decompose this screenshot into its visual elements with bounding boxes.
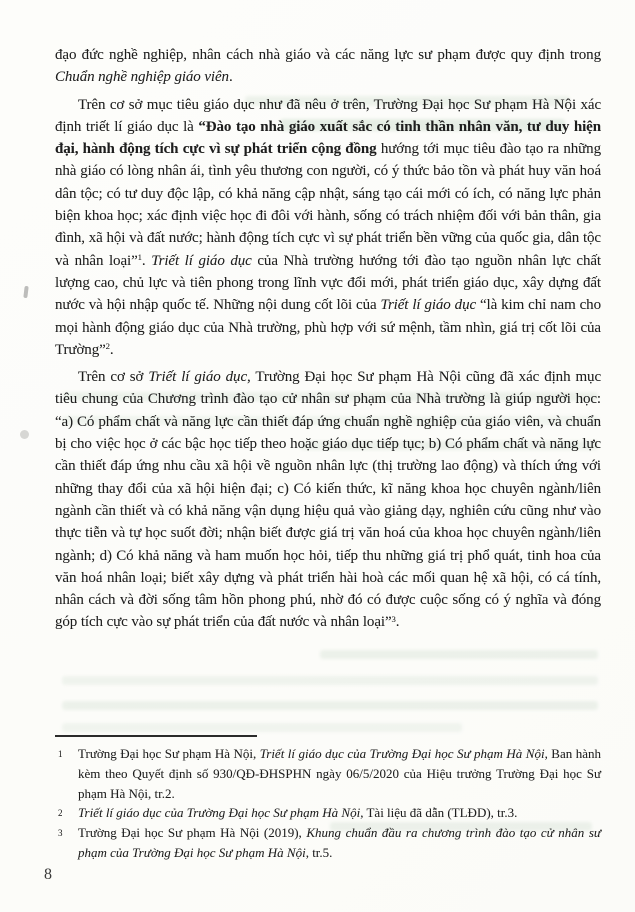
paragraph-program-objectives: Trên cơ sở Triết lí giáo dục, Trường Đại học Sư phạm Hà Nội cũng đã xác định mục tiêu chung của Chương trình đào tạo cử nhân sư phạm của Nhà trường là giúp người học: “a) Có phẩm chất và năng lực cần thiết đáp ứng chuẩn nghề nghiệp của giáo viên, và chuẩn bị cho việc học ở các bậc học tiếp theo hoặc giáo dục tiếp tục; b) Có phẩm chất và năng lực cần thiết đáp ứng nhu cầu xã hội về nguồn nhân lực (thị trường lao động) và thích ứng với những thay đổi của xã hội hiện đại; c) Có kiến thức, kĩ năng khoa học chuyên ngành/liên ngành cần thiết và có khả năng vận dụng hiệu quả vào giảng dạy, nghiên cứu cũng như vào thực tiễn và tự học suốt đời; nhận biết được giá trị văn hoá của khoa học chuyên ngành/liên ngành; d) Có khả năng và ham muốn học hỏi, tiếp thu những giá trị phổ quát, tinh hoa của văn hoá nhân loại; biết xây dựng và phát triển hài hoà các mối quan hệ xã hội, có cá tính, nhân cách và đời sống tâm hồn phong phú, nhờ đó có được cuộc sống có ý nghĩa và đóng góp tích cực vào sự phát triển của đất nước và nhân loại”$^3$. <box>55 369 601 631</box>
paragraph-teacher-standards-continuation: đạo đức nghề nghiệp, nhân cách nhà giáo và các năng lực sư phạm được quy định trong Chuẩn nghề nghiệp giáo viên. <box>55 47 601 86</box>
footnote-3 <box>55 823 601 863</box>
footnotes-section <box>55 744 601 863</box>
scan-smudge-artifact <box>20 430 29 439</box>
showthrough-text-artifact <box>62 723 462 732</box>
footnote-marker: 3 <box>58 828 63 839</box>
footnote-text: Triết lí giáo dục của Trường Đại học Sư phạm Hà Nội, Tài liệu đã dẫn (TLĐD), tr.3. <box>78 805 518 821</box>
page-number: 8 <box>44 866 52 883</box>
paragraph-education-philosophy: Trên cơ sở mục tiêu giáo dục như đã nêu ở trên, Trường Đại học Sư phạm Hà Nội xác định triết lí giáo dục là “Đào tạo nhà giáo xuất sắc có tinh thần nhân văn, tư duy hiện đại, hành động tích cực vì sự phát triển cộng đồng hướng tới mục tiêu đào tạo ra những nhà giáo có lòng nhân ái, tình yêu thương con người, có ý thức bảo tồn và phát huy văn hoá dân tộc; có tư duy độc lập, có khả năng cập nhật, sáng tạo cái mới có ích, có năng lực phản biện khoa học; xác định việc học đi đôi với hành, sống có trách nhiệm đối với bản thân, gia đình, xã hội và đất nước; hành động tích cực vì sự phát triển bền vững của quốc gia, dân tộc và nhân loại”$^1$. Triết lí giáo dục của Nhà trường hướng tới đào tạo nguồn nhân lực chất lượng cao, chủ lực và tiên phong trong lĩnh vực đổi mới, phát triển giáo dục, xây dựng đất nước và hội nhập quốc tế. Những nội dung cốt lõi của Triết lí giáo dục “là kim chỉ nam cho mọi hành động giáo dục của Nhà trường, phù hợp với sứ mệnh, tầm nhìn, giá trị cốt lõi của Trường”$^2$. <box>55 96 602 358</box>
showthrough-text-artifact <box>62 676 598 685</box>
footnote-marker: 1 <box>58 749 63 759</box>
footnote-marker: 2 <box>58 808 63 819</box>
footnote-text: Trường Đại học Sư phạm Hà Nội, Triết lí giáo dục của Trường Đại học Sư phạm Hà Nội, Ban hành kèm theo Quyết định số 930/QĐ-ĐHSPHN ngày 06/5/2020 của Hiệu trưởng Trường Đại học Sư phạm Hà Nội, tr.2. <box>78 746 601 801</box>
footnote-1 <box>55 744 601 803</box>
footnote-text: Trường Đại học Sư phạm Hà Nội (2019), Khung chuẩn đầu ra chương trình đào tạo cử nhân sư phạm của Trường Đại học Sư phạm Hà Nội, tr.5. <box>78 825 602 860</box>
showthrough-text-artifact <box>62 701 598 710</box>
footnote-separator-line <box>55 735 257 737</box>
scan-smudge-artifact <box>23 286 28 298</box>
main-text-block <box>55 44 601 634</box>
footnote-2 <box>55 803 601 823</box>
showthrough-text-artifact <box>320 650 598 659</box>
